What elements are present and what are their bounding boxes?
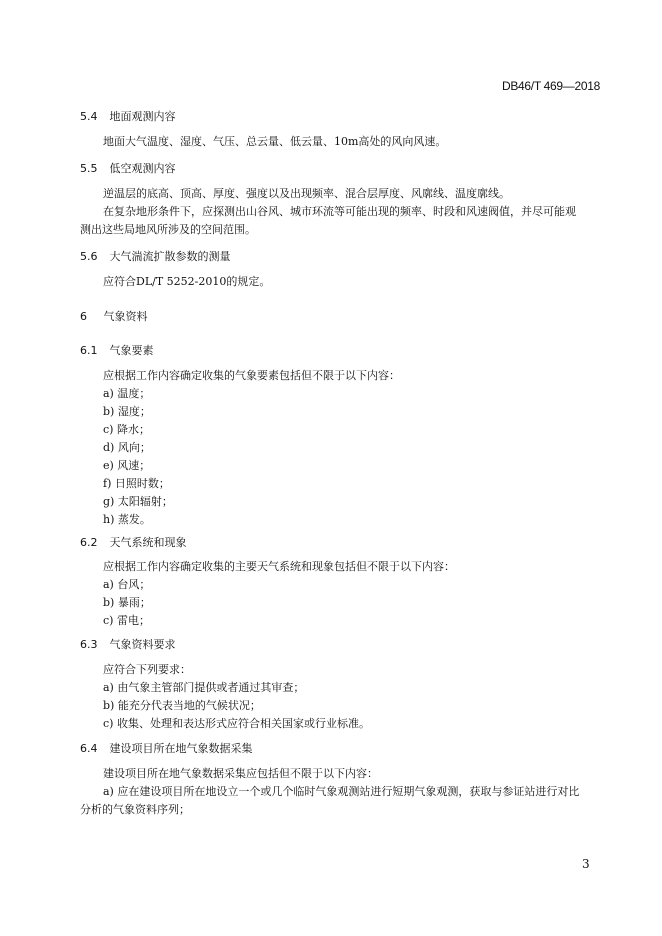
paragraph: 应符合下列要求： — [103, 663, 191, 676]
section-number: 5.6 — [80, 250, 98, 263]
list-item: d) 风向； — [103, 441, 151, 454]
section-heading-6-2 — [80, 534, 187, 550]
section-number: 6.4 — [80, 742, 98, 755]
section-title: 气象要素 — [109, 344, 154, 357]
paragraph: 建设项目所在地气象数据采集应包括但不限于以下内容： — [103, 767, 378, 780]
section-number: 6.1 — [80, 344, 98, 357]
list-item: a) 应在建设项目所在地设立一个或几个临时气象观测站进行短期气象观测，获取与参证站进行对比 — [103, 785, 580, 798]
list-item: c) 降水； — [103, 423, 150, 436]
list-item: b) 暴雨； — [103, 596, 151, 609]
section-title: 低空观测内容 — [109, 162, 176, 175]
paragraph: 地面大气温度、湿度、气压、总云量、低云量、10m高处的风向风速。 — [103, 135, 447, 148]
section-title: 建设项目所在地气象数据采集 — [109, 742, 253, 755]
paragraph: 逆温层的底高、顶高、厚度、强度以及出现频率、混合层厚度、风廓线、温度廓线。 — [103, 187, 510, 200]
list-item: a) 台风； — [103, 578, 151, 591]
paragraph-continuation: 测出这些局地风所涉及的空间范围。 — [80, 223, 256, 236]
section-heading-6-4 — [80, 740, 253, 756]
paragraph: 在复杂地形条件下，应探测出山谷风、城市环流等可能出现的频率、时段和风速阀值，并尽可能观 — [103, 205, 576, 218]
paragraph: 应符合DL/T 5252-2010的规定。 — [103, 275, 271, 288]
section-title: 气象资料要求 — [109, 638, 176, 651]
list-item: a) 由气象主管部门提供或者通过其审查； — [103, 681, 305, 694]
document-code: DB46/T 469—2018 — [501, 79, 600, 93]
section-heading-6-3 — [80, 636, 176, 652]
list-item: b) 湿度； — [103, 405, 151, 418]
section-title: 气象资料 — [103, 310, 148, 323]
list-item: f) 日照时数； — [103, 477, 170, 490]
section-number: 6.3 — [80, 638, 98, 651]
section-title: 天气系统和现象 — [109, 536, 187, 549]
list-item: e) 风速； — [103, 459, 151, 472]
paragraph: 应根据工作内容确定收集的气象要素包括但不限于以下内容： — [103, 369, 400, 382]
section-title: 地面观测内容 — [109, 110, 176, 123]
section-number: 5.5 — [80, 162, 98, 175]
list-item: c) 雷电； — [103, 614, 150, 627]
paragraph: 应根据工作内容确定收集的主要天气系统和现象包括但不限于以下内容： — [103, 560, 455, 573]
section-number: 6.2 — [80, 536, 98, 549]
section-title: 大气湍流扩散参数的测量 — [109, 250, 231, 263]
list-item: g) 太阳辐射； — [103, 495, 173, 508]
list-item: c) 收集、处理和表达形式应符合相关国家或行业标准。 — [103, 717, 370, 730]
list-item: h) 蒸发。 — [103, 513, 151, 526]
section-heading-5-6 — [80, 248, 231, 264]
chapter-heading-6 — [80, 308, 148, 324]
section-number: 5.4 — [80, 110, 98, 123]
section-heading-6-1 — [80, 342, 154, 358]
section-heading-5-5 — [80, 160, 176, 176]
list-item: b) 能充分代表当地的气候状况； — [103, 699, 261, 712]
list-item-continuation: 分析的气象资料序列； — [80, 803, 190, 816]
page-number: 3 — [582, 857, 590, 871]
section-number: 6 — [80, 310, 87, 323]
section-heading-5-4 — [80, 108, 176, 124]
list-item: a) 温度； — [103, 387, 151, 400]
